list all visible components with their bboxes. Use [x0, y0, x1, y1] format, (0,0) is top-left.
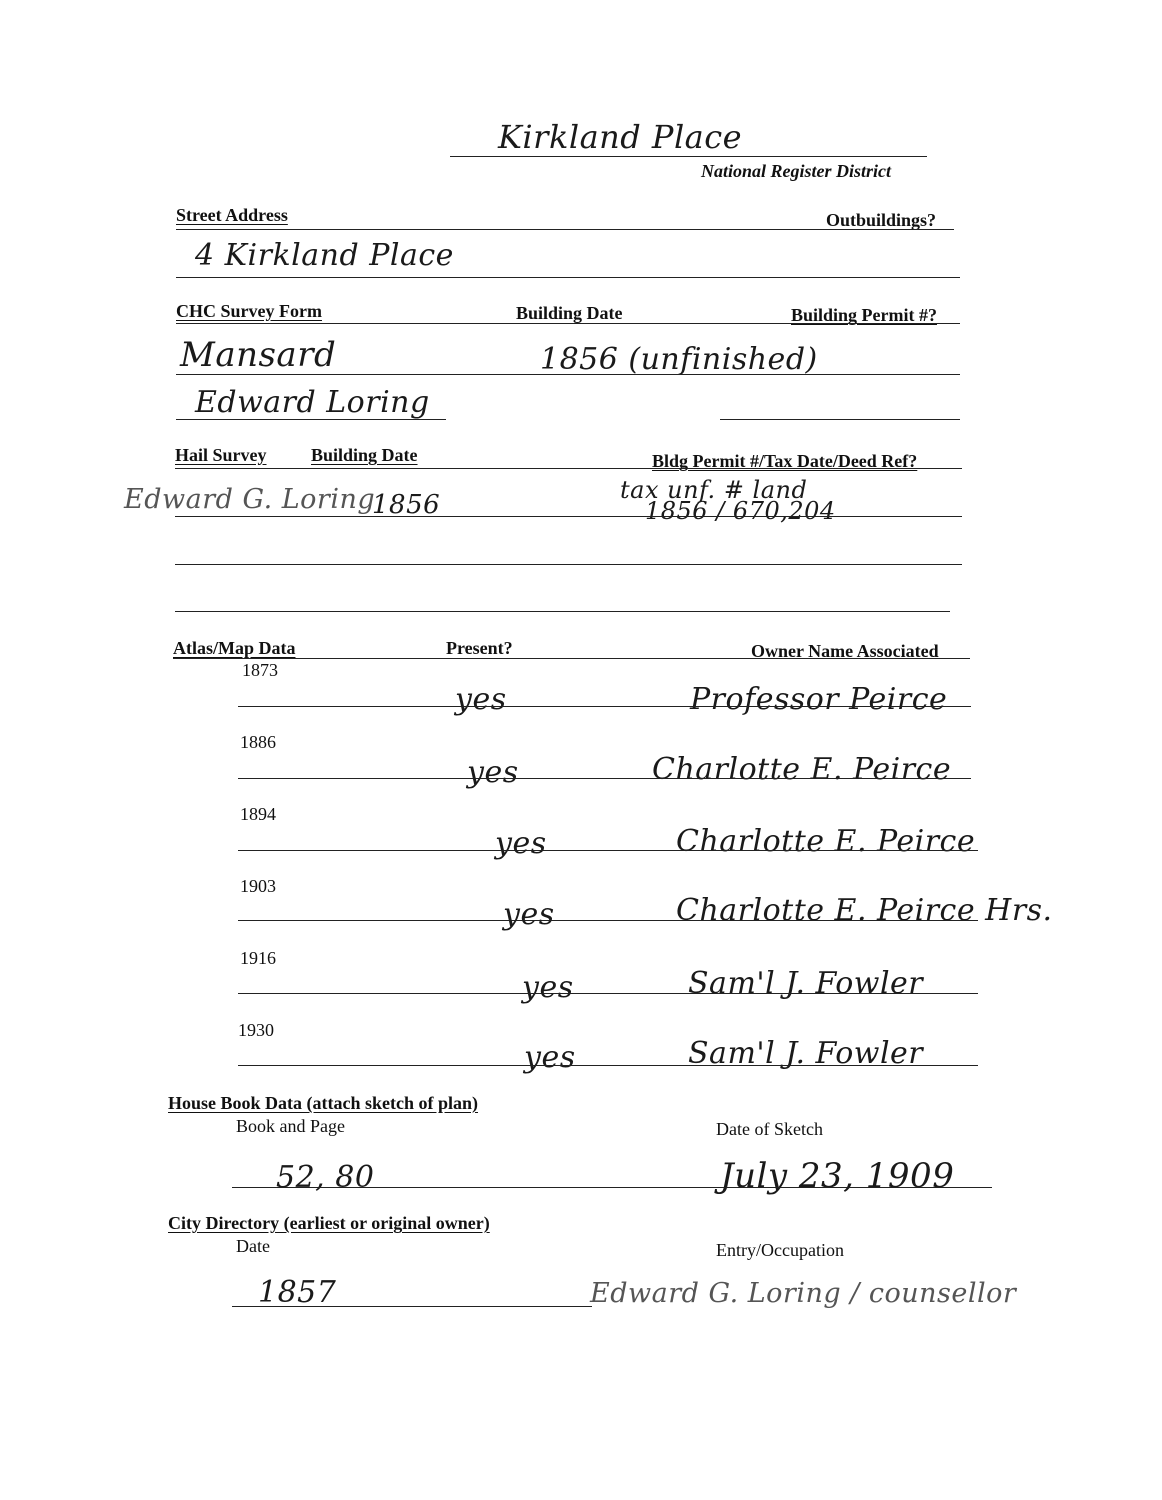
directory-date-label: Date	[236, 1236, 270, 1256]
hail-survey-label: Hail Survey	[175, 445, 267, 465]
atlas-present-label: Present?	[446, 638, 513, 658]
district-name: Kirkland Place	[498, 118, 743, 156]
atlas-owner-value: Charlotte E. Peirce	[652, 752, 952, 787]
chc-permit-label: Building Permit #?	[791, 305, 938, 325]
hail-ref-line2: 1856 / 670,204	[645, 497, 836, 525]
chc-building-date-label: Building Date	[516, 303, 623, 323]
atlas-owner-value: Professor Peirce	[690, 682, 948, 717]
hail-ref-line1: tax unf. # land	[620, 476, 808, 504]
book-and-page-label: Book and Page	[236, 1116, 345, 1136]
hail-date-value: 1856	[372, 490, 441, 520]
chc-style-value: Mansard	[180, 335, 337, 375]
hail-building-date-label: Building Date	[311, 445, 418, 465]
atlas-year: 1894	[240, 804, 276, 824]
outbuildings-label: Outbuildings?	[826, 210, 937, 230]
atlas-year: 1930	[238, 1020, 274, 1040]
book-and-page-value: 52, 80	[276, 1160, 375, 1195]
city-directory-label: City Directory (earliest or original owner)	[168, 1213, 490, 1233]
directory-date-value: 1857	[258, 1275, 337, 1310]
atlas-year: 1916	[240, 948, 276, 968]
hail-owner-value: Edward G. Loring	[124, 484, 376, 515]
date-of-sketch-value: July 23, 1909	[720, 1156, 955, 1196]
atlas-present-value: yes	[503, 897, 555, 932]
atlas-owner-value: Sam'l J. Fowler	[688, 1036, 924, 1071]
atlas-map-label: Atlas/Map Data	[173, 638, 296, 658]
atlas-present-value: yes	[524, 1040, 576, 1075]
atlas-present-value: yes	[467, 755, 519, 790]
entry-occupation-value: Edward G. Loring / counsellor	[590, 1278, 1017, 1309]
atlas-year: 1886	[240, 732, 276, 752]
hail-ref-label: Bldg Permit #/Tax Date/Deed Ref?	[652, 451, 918, 471]
chc-survey-label: CHC Survey Form	[176, 301, 322, 321]
entry-occupation-label: Entry/Occupation	[716, 1240, 844, 1260]
street-address-value: 4 Kirkland Place	[195, 238, 454, 273]
house-book-label: House Book Data (attach sketch of plan)	[168, 1093, 479, 1113]
atlas-owner-value: Charlotte E. Peirce	[676, 824, 976, 859]
district-caption: National Register District	[701, 161, 892, 181]
date-of-sketch-label: Date of Sketch	[716, 1119, 823, 1139]
atlas-owner-value: Charlotte E. Peirce Hrs.	[676, 893, 1053, 928]
atlas-year: 1903	[240, 876, 276, 896]
atlas-owner-value: Sam'l J. Fowler	[688, 966, 924, 1001]
atlas-owner-label: Owner Name Associated	[751, 641, 939, 661]
atlas-year: 1873	[242, 660, 278, 680]
chc-owner-value: Edward Loring	[195, 385, 430, 420]
atlas-present-value: yes	[455, 682, 507, 717]
chc-date-value: 1856 (unfinished)	[540, 342, 818, 377]
atlas-present-value: yes	[495, 826, 547, 861]
street-address-label: Street Address	[176, 205, 288, 225]
atlas-present-value: yes	[522, 970, 574, 1005]
